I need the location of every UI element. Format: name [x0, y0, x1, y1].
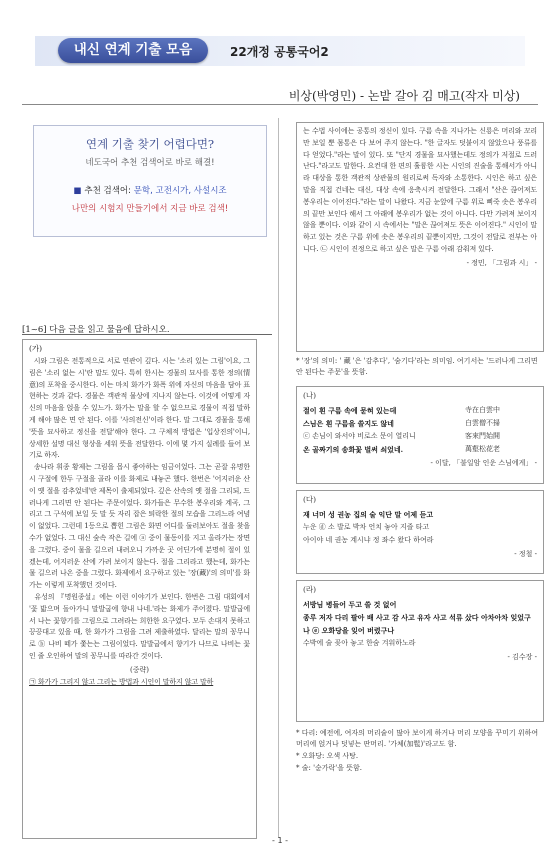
- header-subtitle: 22개정 공통국어2: [230, 45, 329, 59]
- source-citation: - 김수장 -: [507, 653, 537, 661]
- paragraph: 는 수법 사이에는 공통의 정신이 있다. 구름 속을 지나가는 신룡은 머리와 꼬리만 보일 뿐 몸통은 다 보여 주지 않는다. "한 글자도 덧붙이지 않았으나 풍류를 다 얻었다."라는 말이 있다. 또 "단지 경물을 묘사했는데도 정의가 저절로 드러난다."라고도 말한다. 요컨대 한 편의 훌륭한 시는 시인의 진술을 통해서가 아니라 대상을 통한 객관적 상관물의 원리로써 독자와 소통한다. 시인은 하고 싶은 말을 직접 건네는 대신, 대상 속에 응축시켜 전달한다. 그래서 "산은 끊어져도 봉우리는 이어진다."라는 말이 나왔다. 지금 눈앞에 구름 위로 삐죽 솟은 봉우리의 끝만 보인다 해서 그 아래에 봉우리가 없는 것이 아니다. 다만 가려져 보이지 않을 뿐이다. 이와 같이 시 속에서는 "말은 끊어져도 뜻은 이어진다." 시인이 말하고 있는 것은 구름 위에 솟은 봉우리의 끝뿐이지만, 그것이 전달로 전부는 아니다. ㉡ 시인이 진정으로 하고 싶은 말은 구름 아래 감춰져 있다.: [303, 127, 537, 253]
- promo-heading: 연계 기출 찾기 어렵다면?: [85, 137, 215, 151]
- question-instruction: [1~6] 다음 글을 읽고 물음에 답하시오.: [22, 325, 170, 335]
- footnote: * 오화당: 오색 사탕.: [296, 752, 359, 760]
- poem-line: 재 너머 성 권농 집의 술 익단 말 어제 듣고: [303, 510, 434, 519]
- paragraph: 시와 그림은 전통적으로 서로 연관이 깊다. 시는 '소리 있는 그림'이요, 그림은 '소리 없는 시'란 말도 있다. 특히 한시는 경물의 묘사를 통한 정의(情意)의 포착을 중시한다. 이는 마치 화가가 화폭 위에 자신의 마음을 담아 표현하는 것과 같다. 경물은 객관적 물상에 지나지 않는다. 이것에 어떻게 자신의 마음을 얹을 수 있느가. 화가는 말을 할 수 없으므로 경물이 직접 말하게 해야 많은 면 안 된다. 이를 '사의전신'이라 한다. 말 그대로 경물을 통해 '뜻을 묘사하고 정신을 전달'해야 한다. 그 구체적 방법은 '입상진의'이니, 상세한 설명 대신 형상을 세워 뜻을 전달한다. 이에 몇 가지 실례를 들어 보기로 하자.: [29, 357, 250, 460]
- poem-line: 수박에 술 꽂아 놓고 한숨 겨워하노라: [303, 639, 416, 647]
- poem-line: ⓒ 손님이 와서야 비로소 문이 열리니 客來門始開: [303, 432, 500, 440]
- passage-ga: [22, 339, 257, 839]
- promo-search-line: [34, 184, 266, 196]
- poem-label: (라): [303, 585, 317, 594]
- omission-mark: (중략): [130, 665, 149, 674]
- question-rule: [22, 334, 272, 335]
- footnote: * '장'의 의미: ' 藏 '은 '감추다', '숨기다'라는 의미임. 여기서는 '드러나게 그리면 안 된다는 주문'을 뜻함.: [296, 357, 538, 376]
- footnotes: [296, 728, 542, 775]
- poem-na: [296, 386, 544, 484]
- poem-line: 누운 ⓓ 소 발로 박차 언치 놓아 지즐 타고: [303, 523, 430, 531]
- poem-line: 아이야 네 권농 계시냐 정 좌수 왔다 하여라: [303, 536, 434, 544]
- source-citation: - 이달, 「불일암 인운 스님에게」 -: [430, 459, 537, 467]
- passage-continuation: [296, 122, 544, 352]
- paragraph: ㉠ 화가가 그리지 않고 그리는 방법과 시인이 말하지 않고 말하: [29, 677, 214, 686]
- poem-line: 절이 흰 구름 속에 묻혀 있는데 寺在白雲中: [303, 406, 500, 415]
- poem-line: 스님은 흰 구름을 쓸지도 않네 白雲僧不掃: [303, 419, 500, 428]
- square-bullet-icon: ■: [73, 186, 82, 196]
- paragraph: 유성의 『명원종설』에는 이런 이야기가 보인다. 한번은 그림 대회에서 '꽃 밟으며 돌아가니 말발굽에 향내 나네.'라는 화제가 주어졌다. 말발굽에서 나는 꽃향기를 그림으로 그려라는 희한한 요구였다. 모두 손대지 못하고 끙끙대고 있을 때, 한 화가가 그림을 그려 제출하였다. 달리는 말의 꽁무니로 ⓑ 나비 떼가 쫓는는 그림이었다. 말발굽에서 향기가 나므로 나비는 꽃인 줄 오인하여 말의 꽁무니를 따라간 것이다.: [29, 592, 251, 660]
- poem-da: [296, 490, 544, 574]
- poem-line: 종루 저자 다리 팔아 배 사고 감 사고 유자 사고 석류 샀다 아차아차 잊었구나 ⓔ 오화당을 잊어 버렸구나: [303, 613, 531, 635]
- promo-search-prefix: 추천 검색어:: [84, 186, 134, 196]
- footnote: * 술: '숟가락'을 뜻함.: [296, 764, 362, 772]
- source-citation: - 정철 -: [514, 550, 537, 558]
- footnote: * 다리: 예전에, 여자의 머리숱이 많아 보이게 하거나 머리 모양을 꾸미기 위하여 머리에 얹거나 덧넣는 딴머리. '가체(加髢)'라고도 함.: [296, 729, 539, 748]
- title-rule: [22, 104, 538, 105]
- poem-label: (다): [303, 495, 317, 504]
- promo-subheading: 네도국어 추천 검색어로 바로 해결!: [85, 158, 215, 168]
- poem-ra: [296, 580, 544, 722]
- header-badge: 내신 연계 기출 모음: [58, 38, 208, 63]
- promo-cta[interactable]: 나만의 시험지 만들기에서 지금 바로 검색!: [71, 204, 229, 214]
- source-citation: - 정민, 「그림과 시」 -: [466, 258, 537, 267]
- column-divider: [278, 118, 279, 838]
- poem-label: (나): [303, 391, 317, 400]
- poem-line: 서방님 병들어 두고 쓸 것 없어: [303, 600, 397, 609]
- page-number: - 1 -: [272, 836, 288, 845]
- promo-search-terms[interactable]: 문학, 고전시가, 사설시조: [133, 186, 227, 196]
- paragraph: 송나라 휘종 황제는 그림을 몹시 좋아하는 임금이었다. 그는 곧잘 유명한 시 구절에 한두 구절을 골라 이를 화제로 내놓곤 했다. 한번은 '어지러운 산이 옛 절을 감추었네'란 제목이 출제되었다. 깊은 산속의 옛 절을 그리되, 드러나게 그리면 안 된다는 주문이었다. 화가들은 무수한 봉우리와 계곡, 그리고 그 구석에 보일 듯 말 듯 자리 잡은 퇴락한 절의 모습을 그리느라 여념이 없었다. 그런데 1등으로 뽑힌 그림은 화면 어디를 둘러보아도 절을 찾을 수가 없었다. 그 대신 숲속 작은 길에 ⓐ 중이 물동이를 지고 올라가는 장면을 그렸다. 중이 물을 길으러 내려오니 가까운 곳 어딘가에 분명히 절이 있겠는데, 어지러운 산에 가려 보이지 않는다. 절을 그리라고 했는데, 화가는 물 길으러 나온 중을 그렸다. 화제에서 요구하고 있는 '장(藏)'의 의미'를 화가는 이렇게 포착했던 것이다.: [29, 463, 251, 590]
- document-title: 비상(박영민) - 논밭 갈아 김 매고(작자 미상): [288, 89, 520, 103]
- passage-label: (가): [29, 344, 43, 353]
- promo-box: [33, 125, 267, 237]
- poem-line: 온 골짜기의 송화꽃 벌써 쇠었네. 萬壑松花老: [303, 445, 500, 454]
